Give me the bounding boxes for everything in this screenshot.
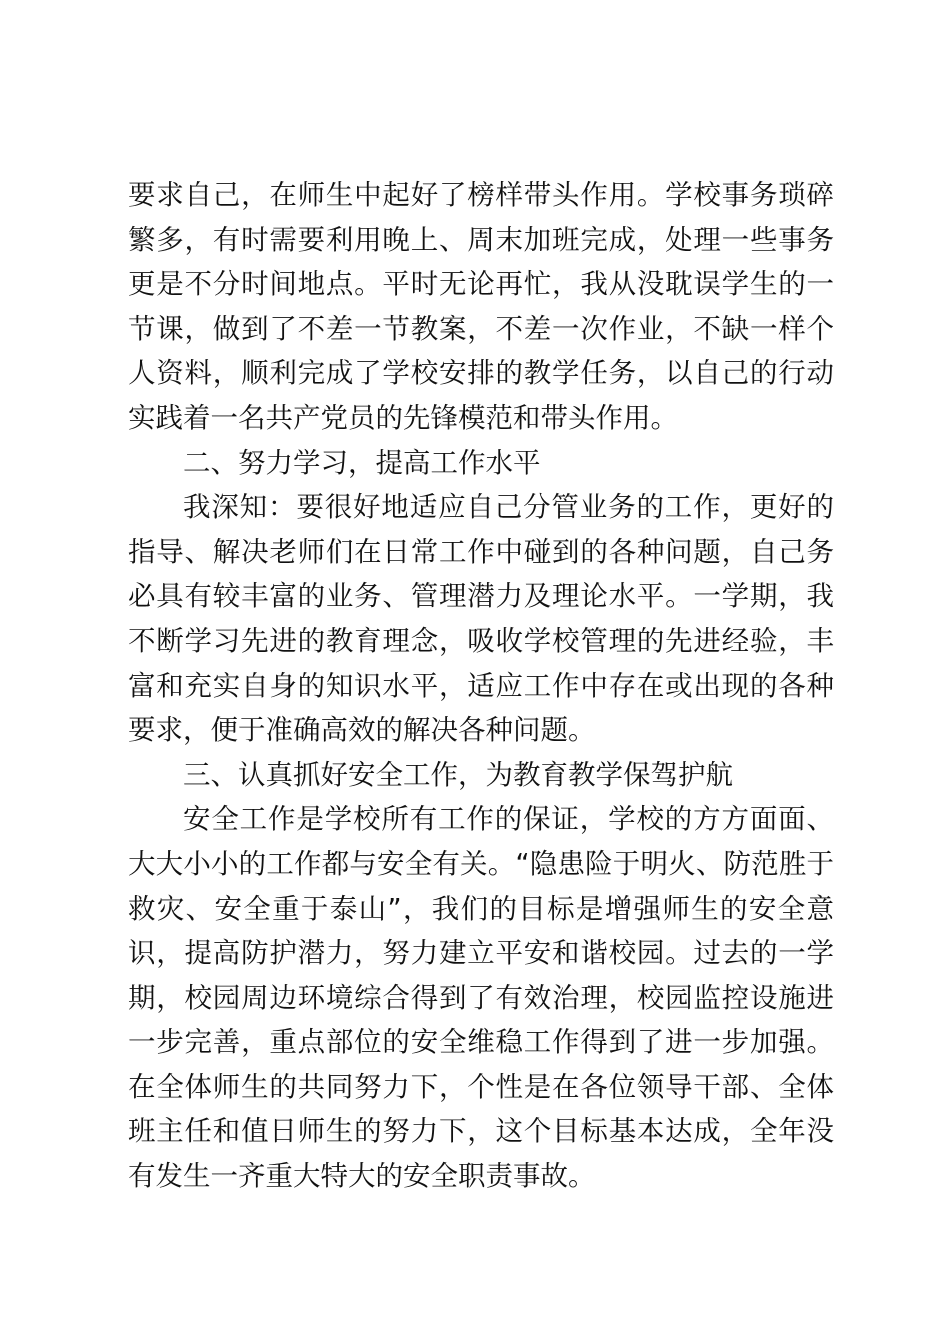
paragraph-section-2: 我深知：要很好地适应自己分管业务的工作，更好的指导、解决老师们在日常工作中碰到的各种问题，自己务必具有较丰富的业务、管理潜力及理论水平。一学期，我不断学习先进的教育理念，吸收学校管理的先进经验，丰富和充实自身的知识水平，适应工作中存在或出现的各种要求，便于准确高效的解决各种问题。 [128, 491, 834, 747]
paragraph-continued: 要求自己，在师生中起好了榜样带头作用。学校事务琐碎繁多，有时需要利用晚上、周末加班完成，处理一些事务更是不分时间地点。平时无论再忙，我从没耽误学生的一节课，做到了不差一节教案，不差一次作业，不缺一样个人资料，顺利完成了学校安排的教学任务，以自己的行动实践着一名共产党员的先锋模范和带头作用。 [128, 179, 834, 434]
section-heading-2: 二、努力学习，提高工作水平 [183, 446, 541, 479]
document-body [128, 173, 834, 1199]
section-heading-3: 三、认真抓好安全工作，为教育教学保驾护航 [183, 758, 733, 791]
paragraph-section-3: 安全工作是学校所有工作的保证，学校的方方面面、大大小小的工作都与安全有关。“隐患险于明火、防范胜于救灾、安全重于泰山”，我们的目标是增强师生的安全意识，提高防护潜力，努力建立平安和谐校园。过去的一学期，校园周边环境综合得到了有效治理，校园监控设施进一步完善，重点部位的安全维稳工作得到了进一步加强。在全体师生的共同努力下，个性是在各位领导干部、全体班主任和值日师生的努力下，这个目标基本达成，全年没有发生一齐重大特大的安全职责事故。 [128, 803, 834, 1193]
